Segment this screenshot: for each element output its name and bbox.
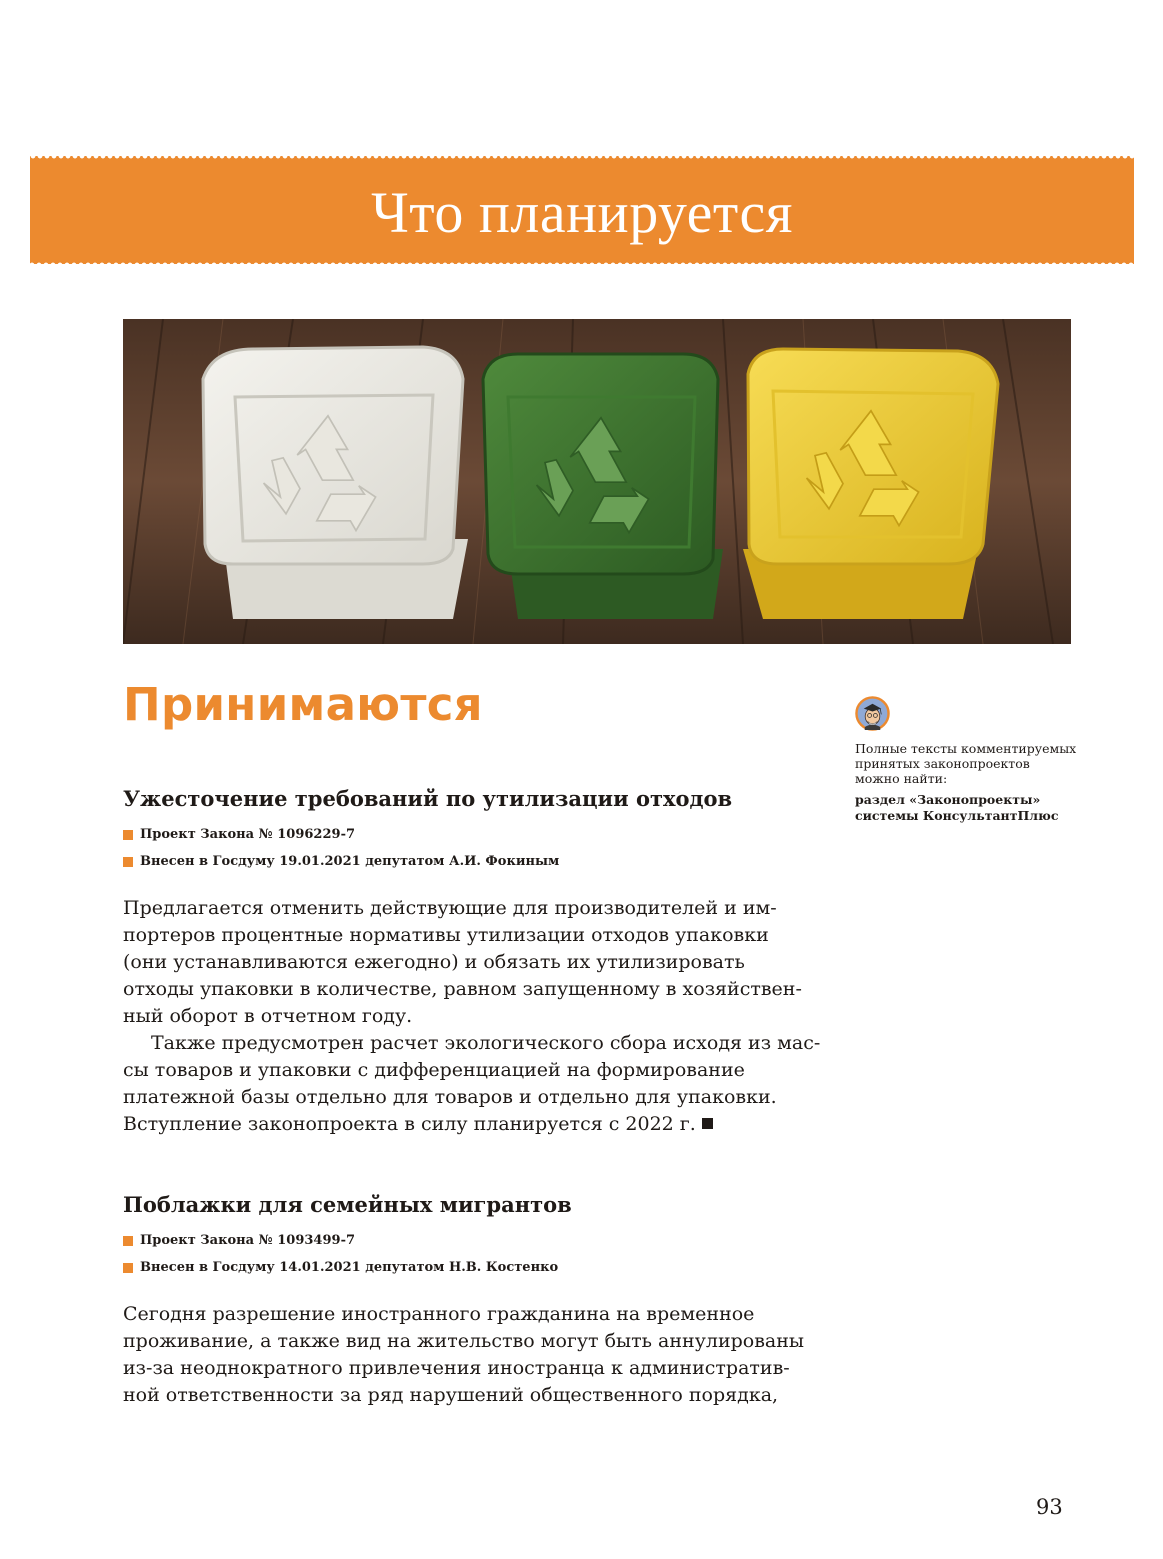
body-line: Также предусмотрен расчет экологического сбора исходя из мас- [151,1032,821,1054]
body-line: Предлагается отменить действующие для производителей и им- [123,897,777,919]
bill-submission: Внесен в Госдуму 14.01.2021 депутатом Н.В. Костенко [140,1260,559,1275]
reference-line: системы КонсультантПлюс [855,807,1059,823]
end-of-article-icon [702,1118,713,1129]
body-line: портеров процентные нормативы утилизации отходов упаковки [123,924,769,946]
body-line: из-за неоднократного привлечения иностранца к административ- [123,1357,790,1379]
sidebar-note-text [855,741,1095,786]
body-line: сы товаров и упаковки с дифференциацией на формирование [123,1059,745,1081]
article-title: Поблажки для семейных мигрантов [123,1192,572,1217]
article-title: Ужесточение требований по утилизации отходов [123,786,733,811]
body-line: платежной базы отдельно для товаров и отдельно для упаковки. [123,1086,777,1108]
reference-line: раздел «Законопроекты» [855,792,1041,807]
article-meta [123,1260,558,1275]
note-line: можно найти: [855,771,948,786]
body-line-last [123,1111,813,1138]
banner-title: Что планируется [371,179,793,245]
article-body [123,1301,813,1409]
section-heading: Принимаются [123,678,483,731]
body-line: ный оборот в отчетном году. [123,1005,413,1027]
body-line: проживание, а также вид на жительство могут быть аннулированы [123,1330,805,1352]
bullet-square-icon [123,830,133,840]
body-line: ной ответственности за ряд нарушений общественного порядка, [123,1384,779,1406]
body-line: Сегодня разрешение иностранного гражданина на временное [123,1303,755,1325]
article-meta [123,827,355,842]
bill-submission: Внесен в Госдуму 19.01.2021 депутатом А.И. Фокиным [140,854,560,869]
bill-number: Проект Закона № 1093499-7 [140,1233,356,1248]
section-banner [30,156,1134,264]
sidebar-note [855,696,1095,823]
page-number: 93 [1036,1495,1063,1519]
bullet-square-icon [123,857,133,867]
sidebar-reference [855,792,1095,823]
body-line: отходы упаковки в количестве, равном запущенному в хозяйствен- [123,978,802,1000]
bullet-square-icon [123,1263,133,1273]
note-line: Полные тексты комментируемых [855,741,1077,756]
bullet-square-icon [123,1236,133,1246]
article-meta [123,854,559,869]
note-line: принятых законопроектов [855,756,1030,771]
body-line: (они устанавливаются ежегодно) и обязать их утилизировать [123,951,745,973]
article-meta [123,1233,355,1248]
bill-number: Проект Закона № 1096229-7 [140,827,356,842]
professor-avatar-icon [855,696,890,731]
recycling-bins-photo [123,319,1071,644]
body-line-text: Вступление законопроекта в силу планируется с 2022 г. [123,1113,696,1135]
article-body [123,895,821,1138]
